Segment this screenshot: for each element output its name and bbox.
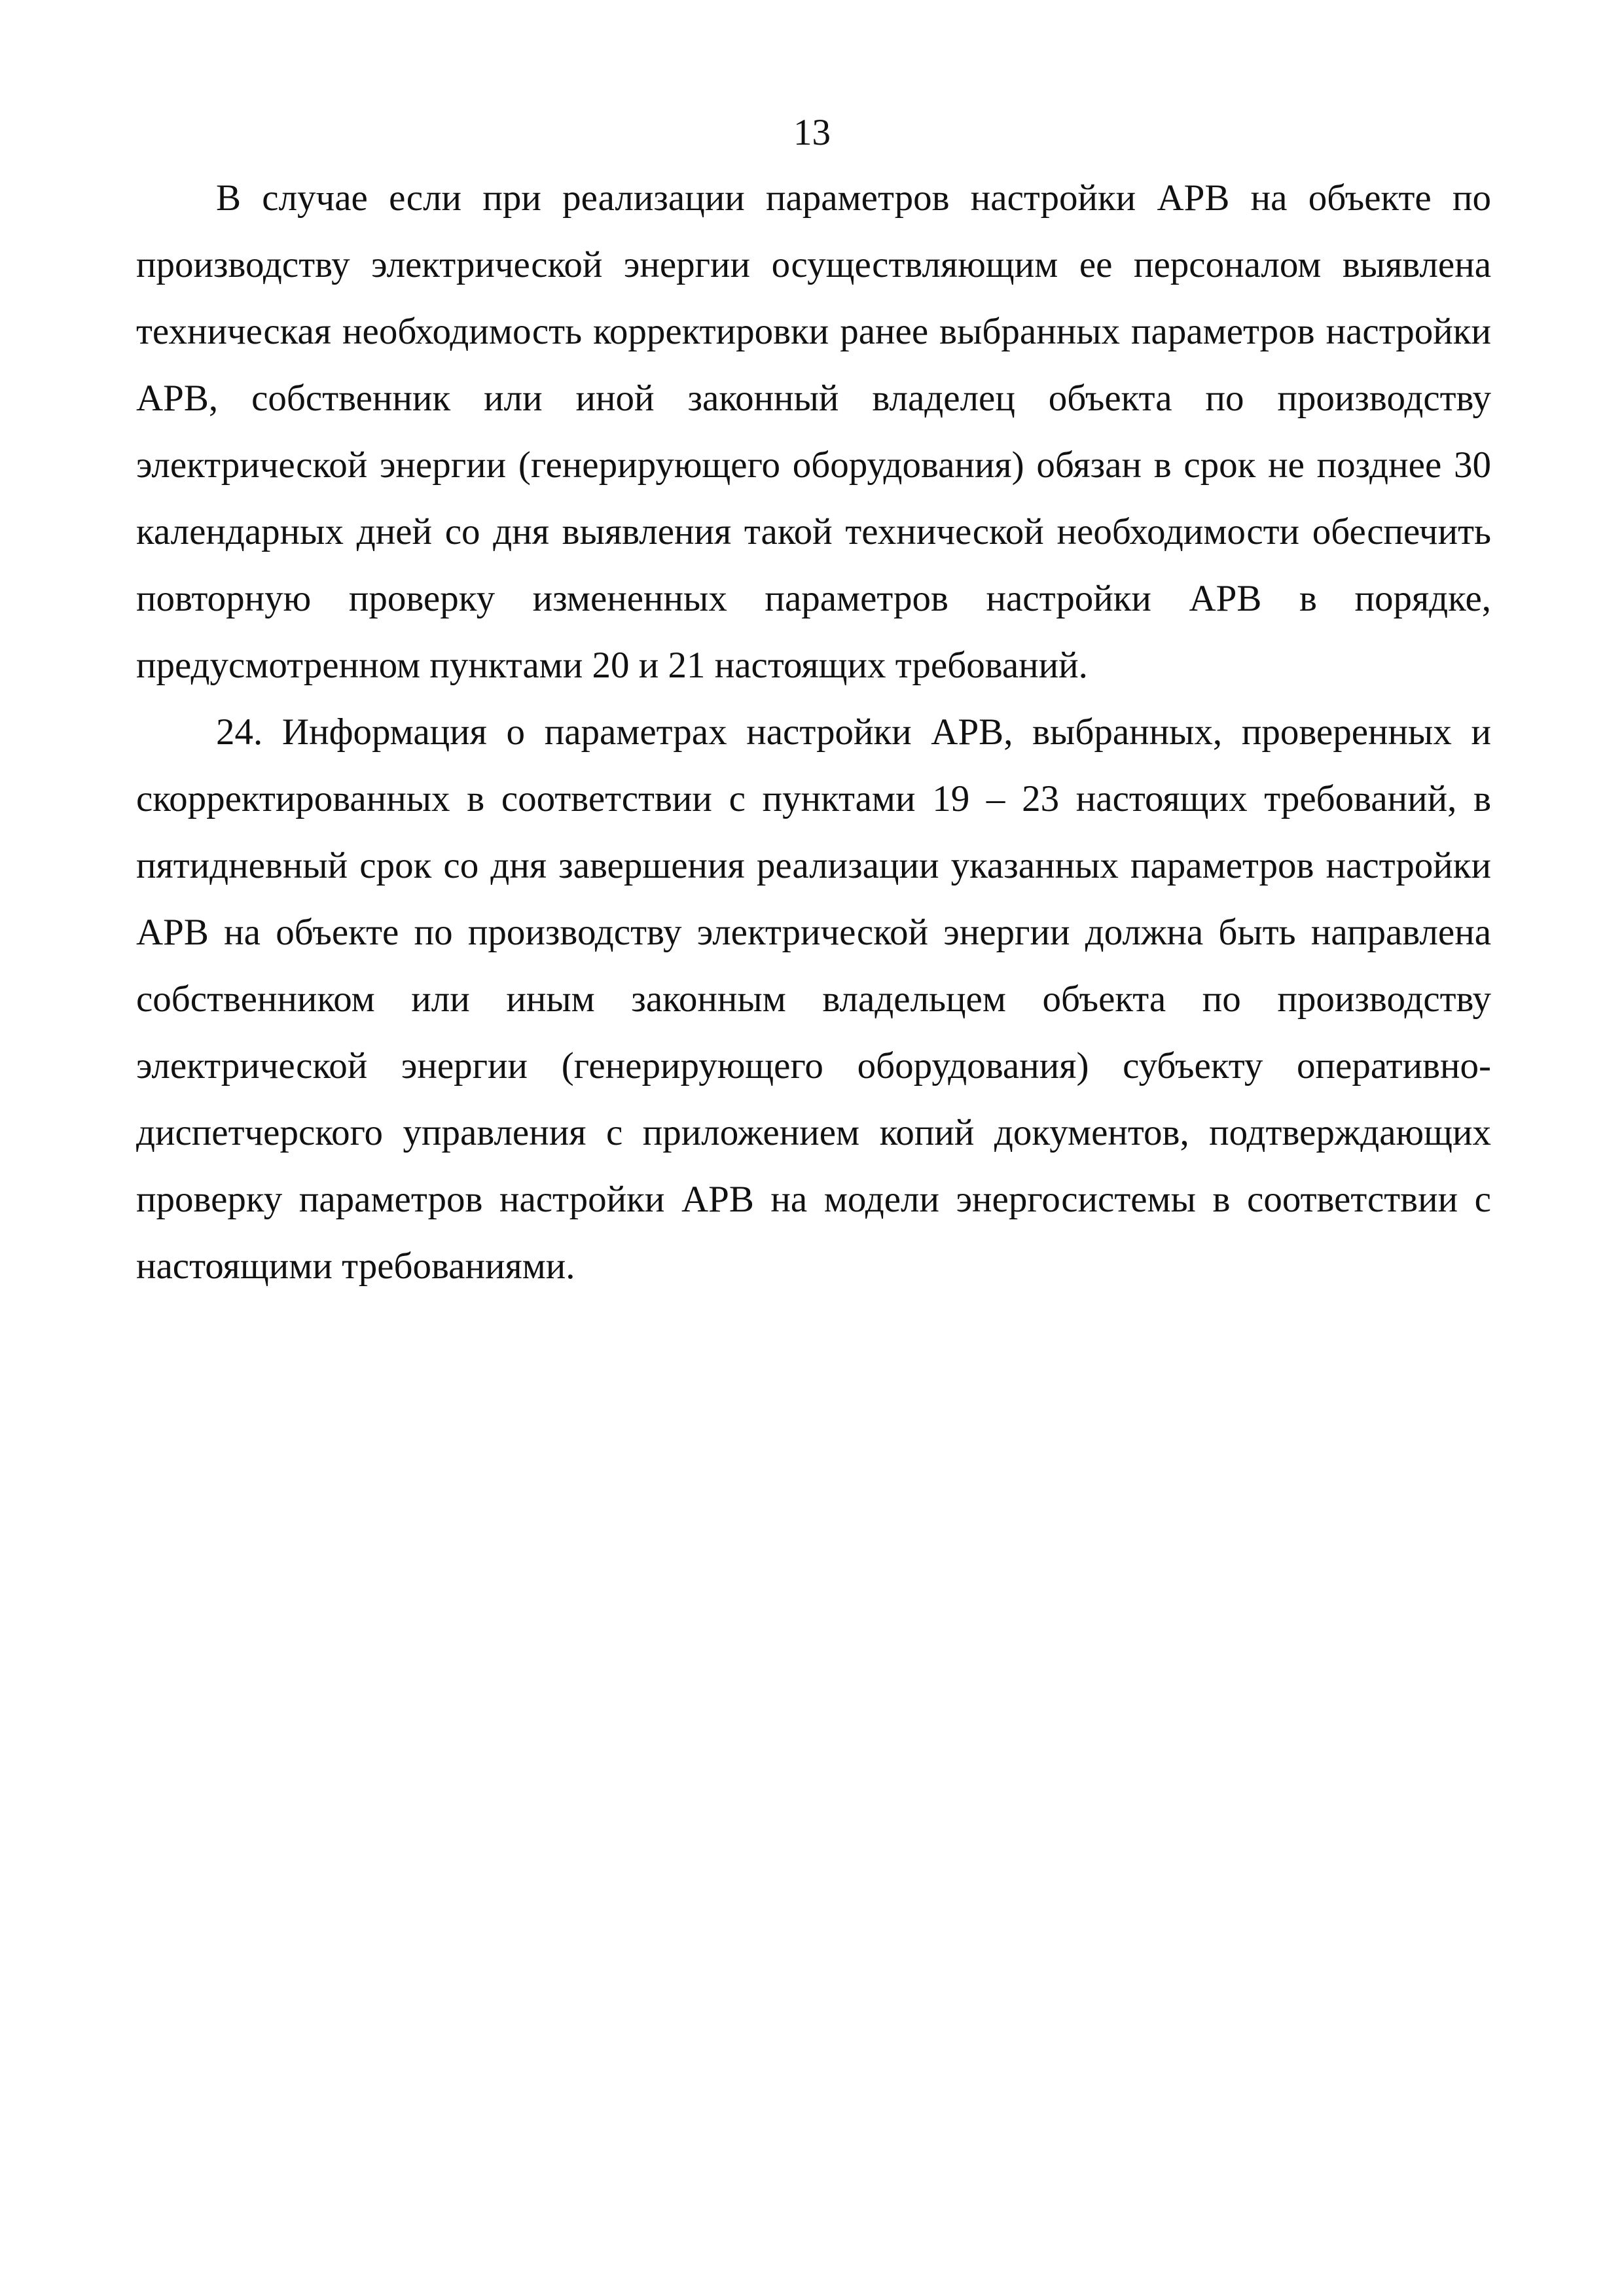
document-body [136,165,1491,1300]
paragraph-24-information: 24. Информация о параметрах настройки АРВ, выбранных, проверенных и скорректированных в соответствии с пунктами 19 – 23 настоящих требований, в пятидневный срок со дня завершения реализации указанных параметров настройки АРВ на объекте по производству электрической энергии должна быть направлена собственником или иным законным владельцем объекта по производству электрической энергии (генерирующего оборудования) субъекту оперативно-диспетчерского управления с приложением копий документов, подтверждающих проверку параметров настройки АРВ на модели энергосистемы в соответствии с настоящими требованиями. [136,711,1491,1287]
paragraph-apv-correction: В случае если при реализации параметров настройки АРВ на объекте по производству электрической энергии осуществляющим ее персоналом выявлена техническая необходимость корректировки ранее выбранных параметров настройки АРВ, собственник или иной законный владелец объекта по производству электрической энергии (генерирующего оборудования) обязан в срок не позднее 30 календарных дней со дня выявления такой технической необходимости обеспечить повторную проверку измененных параметров настройки АРВ в порядке, предусмотренном пунктами 20 и 21 настоящих требований. [136,177,1491,686]
page-number: 13 [793,112,831,153]
